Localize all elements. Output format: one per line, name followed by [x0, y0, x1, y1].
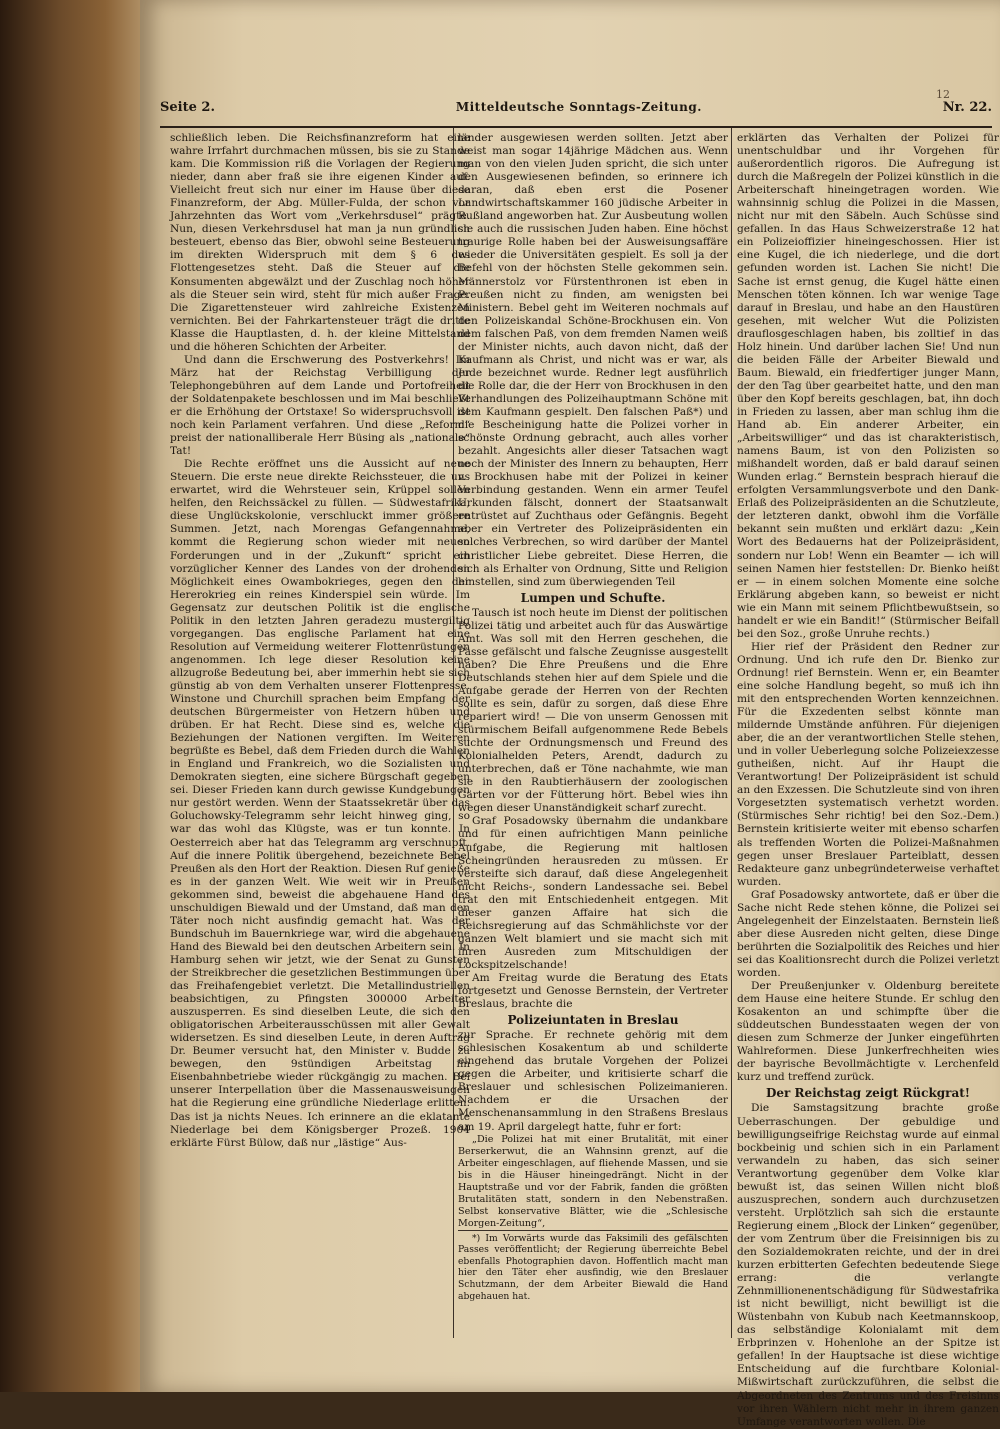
page-label: Seite 2. [160, 100, 215, 115]
paragraph: schließlich leben. Die Reichsfinanzreform hat eine wahre Irrfahrt durchmachen müssen, bis sie zu Stande kam. Die Kommission riß die Vorlagen der Regierung nieder, dann aber fraß sie ihre eigenen Kinder auf. Vielleicht freut sich nur einer im Hause über diese Finanzreform, der Abg. Müller-Fulda, der schon vor Jahrzehnten das Wort vom „Verkehrsdusel“ prägte. Nun, diesen Verkehrsdusel hat man ja nun gründlich besteuert, ebenso das Bier, obwohl seine Besteuerung im direkten Widerspruch mit dem § 6 des Flottengesetzes steht. Daß die Steuer auf die Konsumenten abgewälzt und der Zuschlag noch höher als die Steuer sein wird, steht für mich außer Frage. Die Zigarettensteuer wird zahlreiche Existenzen vernichten. Bei der Fahrkartensteuer trägt die dritte Klasse die Hauptlasten, d. h. der kleine Mittelstand und die höheren Schichten der Arbeiter. [170, 132, 470, 353]
page-header [160, 100, 992, 128]
paragraph: länder ausgewiesen werden sollten. Jetzt aber weist man sogar 14jährige Mädchen aus. Wenn man von den vielen Juden spricht, die sich unter den Ausgewiesenen befinden, so erinnere ich daran, daß eben erst die Posener Landwirtschaftskammer 160 jüdische Arbeiter in Rußland angeworben hat. Zur Ausbeutung wollen sie auch die russischen Juden haben. Eine höchst traurige Rolle haben bei der Ausweisungsaffäre wieder die Universitäten gespielt. Es soll ja der Befehl von der höchsten Stelle gekommen sein. Männerstolz vor Fürstenthronen ist eben in Preußen nicht zu finden, am wenigsten bei Ministern. Bebel geht im Weiteren nochmals auf den Polizeiskandal Schöne-Brockhusen ein. Von dem falschen Paß, von dem fremden Namen weiß der Minister nichts, auch davon nicht, daß der Kaufmann als Christ, und nicht was er war, als Jude bezeichnet wurde. Redner legt ausführlich die Rolle dar, die der Herr von Brockhusen in den Verhandlungen des Polizeihauptmann Schöne mit dem Kaufmann gespielt. Den falschen Paß*) und die Bescheinigung hatte die Polizei vorher in schönste Ordnung gebracht, auch alles vorher bezahlt. Angesichts aller dieser Tatsachen wagt noch der Minister des Innern zu behaupten, Herr v. Brockhusen habe mit der Polizei in keiner Verbindung gestanden. Wenn ein armer Teufel Urkunden fälscht, donnert der Staatsanwalt entrüstet auf Zuchthaus oder Gefängnis. Begeht aber ein Vertreter des Polizeipräsidenten ein solches Verbrechen, so wird darüber der Mantel christlicher Liebe gebreitet. Diese Herren, die sich als Erhalter von Ordnung, Sitte und Religion hinstellen, sind zum überwiegenden Teil [458, 132, 728, 588]
paragraph: Und dann die Erschwerung des Postverkehrs! Im März hat der Reichstag Verbilligung der Telephongebühren auf dem Lande und Portofreiheit der Soldatenpakete beschlossen und im Mai beschließt er die Erhöhung der Ortstaxe! So widerspruchsvoll ist noch kein Parlament verfahren. Und diese „Reform“ preist der nationalliberale Herr Büsing als „nationale“ Tat! [170, 353, 470, 458]
paragraph: Der Preußenjunker v. Oldenburg bereitete dem Hause eine heitere Stunde. Er schlug den Kosakenton an und schimpfte über die süddeutschen Bundesstaaten wegen der von diesen zum Schmerze der Junker eingeführten Wahlreformen. Diese Junkerfrechheiten wies der bayrische Bevollmächtigte v. Lerchenfeld kurz und treffend zurück. [737, 980, 999, 1084]
paragraph: Tausch ist noch heute im Dienst der politischen Polizei tätig und arbeitet auch für das Auswärtige Amt. Was soll mit den Herren geschehen, die Pässe gefälscht und falsche Zeugnisse ausgestellt haben? Die Ehre Preußens und die Ehre Deutschlands stehen hier auf dem Spiele und die Aufgabe gerade der Herren von der Rechten sollte es sein, dafür zu sorgen, daß diese Ehre repariert wird! — Die von unserm Genossen mit stürmischem Beifall aufgenommene Rede Bebels suchte der Ordnungsmensch und Freund des Kolonialhelden Peters, Arendt, dadurch zu unterbrechen, daß er Töne nachahmte, wie man sie in den Raubtierhäusern der zoologischen Gärten vor der Fütterung hört. Bebel wies ihn wegen dieser Unanständigkeit scharf zurecht. [458, 606, 728, 815]
book-binding [0, 0, 150, 1392]
section-heading: Lumpen und Schufte. [520, 590, 666, 605]
footnote: *) Im Vorwärts wurde das Faksimili des gefälschten Passes veröffentlicht; der Regierung überreichte Bebel ebenfalls Photographien davon. Hoffentlich macht man hier den Täter eher ausfindig, wie den Breslauer Schutzmann, der dem Arbeiter Biewald die Hand abgehauen hat. [458, 1230, 728, 1303]
paragraph: erklärten das Verhalten der Polizei für unentschuldbar und ihr Vorgehen für außerordentlich rigoros. Die Aufregung ist durch die Maßregeln der Polizei künstlich in die Arbeiterschaft hineingetragen worden. Wie wahnsinnig schlug die Polizei in die Massen, nicht nur mit den Säbeln. Auch Schüsse sind gefallen. In das Haus Schweizerstraße 12 hat ein Polizeioffizier hineingeschossen. Hier ist eine Kugel, die ich niederlege, und die dort gefunden worden ist. Lachen Sie nicht! Die Sache ist ernst genug, die Kugel hätte einen Menschen töten können. Ich war wenige Tage darauf in Breslau, und habe an den Haustüren gesehen, mit welcher Wut die Polizisten drauflosgeschlagen haben, bis zolltief in das Holz hinein. Und darüber lachen Sie! Und nun die beiden Fälle der Arbeiter Biewald und Baum. Biewald, ein friedfertiger junger Mann, der den Tag über gearbeitet hatte, und den man über den Kopf bereits geschlagen, bat, ihn doch in Frieden zu lassen, aber man schlug ihm die Hand ab. Ein anderer Arbeiter, ein „Arbeitswilliger“ und das ist charakteristisch, namens Baum, ist von den Polizisten so mißhandelt worden, daß er bald darauf seinen Wunden erlag.“ Bernstein besprach hierauf die erfolgten Versammlungsverbote und den Dank-Erlaß des Polizeipräsidenten an die Schutzleute, der letzteren dankt, obwohl ihm die Vorfälle bekannt sein mußten und erklärt dazu: „Kein Wort des Bedauerns hat der Polizeipräsident, sondern nur Lob! Wenn ein Beamter — ich will seinen Namen hier feststellen: Dr. Bienko heißt er — in einem solchen Momente eine solche Erklärung abgeben kann, so beweist er nicht wie ein Mann mit seinem Pflichtbewußtsein, so handelt er wie ein Bandit!“ (Stürmischer Beifall bei den Soz., große Unruhe rechts.) [737, 132, 999, 640]
column-divider [731, 128, 732, 1338]
issue-number: Nr. 22. [942, 100, 992, 115]
paragraph: Hier rief der Präsident den Redner zur Ordnung. Und ich rufe den Dr. Bienko zur Ordnung! rief Bernstein. Wenn er, ein Beamter eine solche Handlung begeht, so muß ich ihn mit den entsprechenden Worten kennzeichnen. Für die Exzedenten selbst könnte man mildernde Umstände anführen. Für diejenigen aber, die an der verantwortlichen Stelle stehen, und in voller Ueberlegung solche Polizeiexzesse gutheißen, nicht. Auf ihr Haupt die Verantwortung! Der Polizeipräsident ist schuld an den Exzessen. Die Schutzleute sind von ihren Vorgesetzten systematisch verhetzt worden. (Stürmisches Sehr richtig! bei den Soz.-Dem.) Bernstein kritisierte weiter mit ebenso scharfen als treffenden Worten die Polizei-Maßnahmen gegen unser Breslauer Parteiblatt, dessen Redakteure ganz unbegründeterweise verhaftet wurden. [737, 640, 999, 888]
paragraph: Die Samstagsitzung brachte große Ueberraschungen. Der gebuldige und bewilligungseifrige Reichstag wurde auf einmal bockbeinig und schien sich in ein Parlament verwandeln zu haben, das sich seiner Verantwortung gegenüber dem Volke klar bewußt ist, das seinen Willen nicht bloß auszusprechen, sondern auch durchzusetzen versteht. Urplötzlich sah sich die erstaunte Regierung einem „Block der Linken“ gegenüber, der vom Zentrum über die Freisinnigen bis zu den Sozialdemokraten reichte, und der in drei kurzen erbitterten Gefechten bedeutende Siege errang: die verlangte Zehnmillionenentschädigung für Südwestafrika ist nicht bewilligt, nicht bewilligt ist die Wüstenbahn von Kubub nach Keetmannskoop, das selbständige Kolonialamt mit dem Erbprinzen v. Hohenlohe an der Spitze ist gefallen! In der Hauptsache ist diese wichtige Entscheidung auf die furchtbare Kolonial-Mißwirtschaft zurückzuführen, die selbst die Abgeordneten des Zentrums und des Freisinns vor ihren Wählern nicht mehr in ihrem ganzen Umfange verantworten wollen. Die [737, 1102, 999, 1428]
paragraph: zur Sprache. Er rechnete gehörig mit dem schlesischen Kosakentum ab und schilderte eingehend das brutale Vorgehen der Polizei gegen die Arbeiter, und kritisierte scharf die Breslauer und schlesischen Polizeimanieren. Nachdem er die Ursachen der Menschenansammlung in den Straßens Breslaus am 19. April dargelegt hatte, fuhr er fort: [458, 1029, 728, 1133]
margin-note: 12 [936, 88, 950, 101]
column-3 [737, 132, 999, 1428]
paragraph: Graf Posadowsky antwortete, daß er über die Sache nicht Rede stehen könne, die Polizei sei Angelegenheit der Einzelstaaten. Bernstein ließ aber diese Ausreden nicht gelten, diese Dinge berührten die Sozialpolitik des Reiches und hier sei das Koalitionsrecht durch die Polizei verletzt worden. [737, 888, 999, 979]
newspaper-page [140, 0, 1000, 1428]
column-2 [458, 132, 728, 1337]
paragraph: Die Rechte eröffnet uns die Aussicht auf neue Steuern. Die erste neue direkte Reichssteuer, die uns erwartet, wird die Wehrsteuer sein, Krüppel sollen helfen, den Reichssäckel zu füllen. — Südwestafrika, diese Unglückskolonie, verschluckt immer größere Summen. Jetzt, nach Morengas Gefangennahme, kommt die Regierung schon wieder mit neuen Forderungen und in der „Zukunft“ spricht ein vorzüglicher Kenner des Landes von der drohenden Möglichkeit eines Owambokrieges, gegen den der Hererokrieg ein reines Kinderspiel sein würde. Im Gegensatz zur deutschen Politik ist die englische Politik in den letzten Jahren geradezu mustergiltig vorgegangen. Das englische Parlament hat eine Resolution auf Vermeidung weiterer Flottenrüstungen angenommen. Ich lege dieser Resolution keine allzugroße Bedeutung bei, aber immerhin hebt sie sich günstig ab von dem Verhalten unserer Flottenpresse. Winstone und Churchill sprachen beim Empfang der deutschen Bürgermeister von Hetzern hüben und drüben. Er hat Recht. Diese sind es, welche die Beziehungen der Nationen vergiften. Im Weiteren begrüßte es Bebel, daß dem Frieden durch die Wahlen in England und Frankreich, wo die Sozialisten und Demokraten siegten, eine sichere Bürgschaft gegeben sei. Dieser Frieden kann durch gewisse Kundgebungen nur gestört werden. Wenn der Staatssekretär über das Goluchowsky-Telegramm sehr leicht hinweg ging, so war das wohl das Klügste, was er tun konnte. In Oesterreich aber hat das Telegramm arg verschnupft. Auf die innere Politik übergehend, bezeichnete Bebel Preußen als den Hort der Reaktion. Diesen Ruf genieße es in der ganzen Welt. Wie weit wir in Preußen gekommen sind, beweist die abgehauene Hand des unschuldigen Biewald und der Umstand, daß man den Täter noch nicht ausfindig gemacht hat. Was der Bundschuh im Bauernkriege war, wird die abgehauene Hand des Biewald bei den deutschen Arbeitern sein. In Hamburg sehen wir jetzt, wie der Senat zu Gunsten der Streikbrecher die gesetzlichen Bestimmungen über das Freihafengebiet verletzt. Die Metallindustriellen beabsichtigen, zu Pfingsten 300000 Arbeiter auszusperren. Es sind dieselben Leute, die sich den obligatorischen Arbeiterausschüssen mit aller Gewalt widersetzen. Es sind dieselben Leute, in deren Auftrag Dr. Beumer versucht hat, den Minister v. Budde zu bewegen, den 9stündigen Arbeitstag im Eisenbahnbetriebe wieder rückgängig zu machen. Bei unserer Interpellation über die Massenausweisungen hat die Regierung eine gründliche Niederlage erlitten. Das ist ja nichts Neues. Ich erinnere an die eklatante Niederlage bei dem Königsberger Prozeß. 1904 erklärte Fürst Bülow, daß nur „lästige“ Aus- [170, 458, 470, 1149]
section-heading: Der Reichstag zeigt Rückgrat! [765, 1086, 971, 1101]
column-1 [170, 132, 470, 1337]
quotation: „Die Polizei hat mit einer Brutalität, mit einer Berserkerwut, die an Wahnsinn grenzt, auf die Arbeiter eingeschlagen, auf fliehende Massen, und sie bis in die Häuser hineingedrängt. Nicht in der Hauptstraße und vor der Fabrik, fanden die größten Brutalitäten statt, sondern in den Nebenstraßen. Selbst konservative Blätter, wie die „Schlesische Morgen-Zeitung“, [458, 1133, 728, 1229]
newspaper-title: Mitteldeutsche Sonntags-Zeitung. [455, 100, 702, 114]
paragraph: Am Freitag wurde die Beratung des Etats fortgesetzt und Genosse Bernstein, der Vertreter Breslaus, brachte die [458, 972, 728, 1011]
section-heading: Polizeiuntaten in Breslau [507, 1013, 679, 1028]
paragraph: Graf Posadowsky übernahm die undankbare und für einen aufrichtigen Mann peinliche Aufgabe, die Regierung mit haltlosen Scheingründen herausreden zu müssen. Er versteifte sich darauf, daß diese Angelegenheit nicht Reichs-, sondern Landessache sei. Bebel trat den mit Entschiedenheit entgegen. Mit dieser ganzen Affaire hat sich die Reichsregierung auf das Schmählichste vor der ganzen Welt blamiert und sie macht sich mit ihren Ausreden zum Mitschuldigen der Lockspitzelschande! [458, 815, 728, 971]
